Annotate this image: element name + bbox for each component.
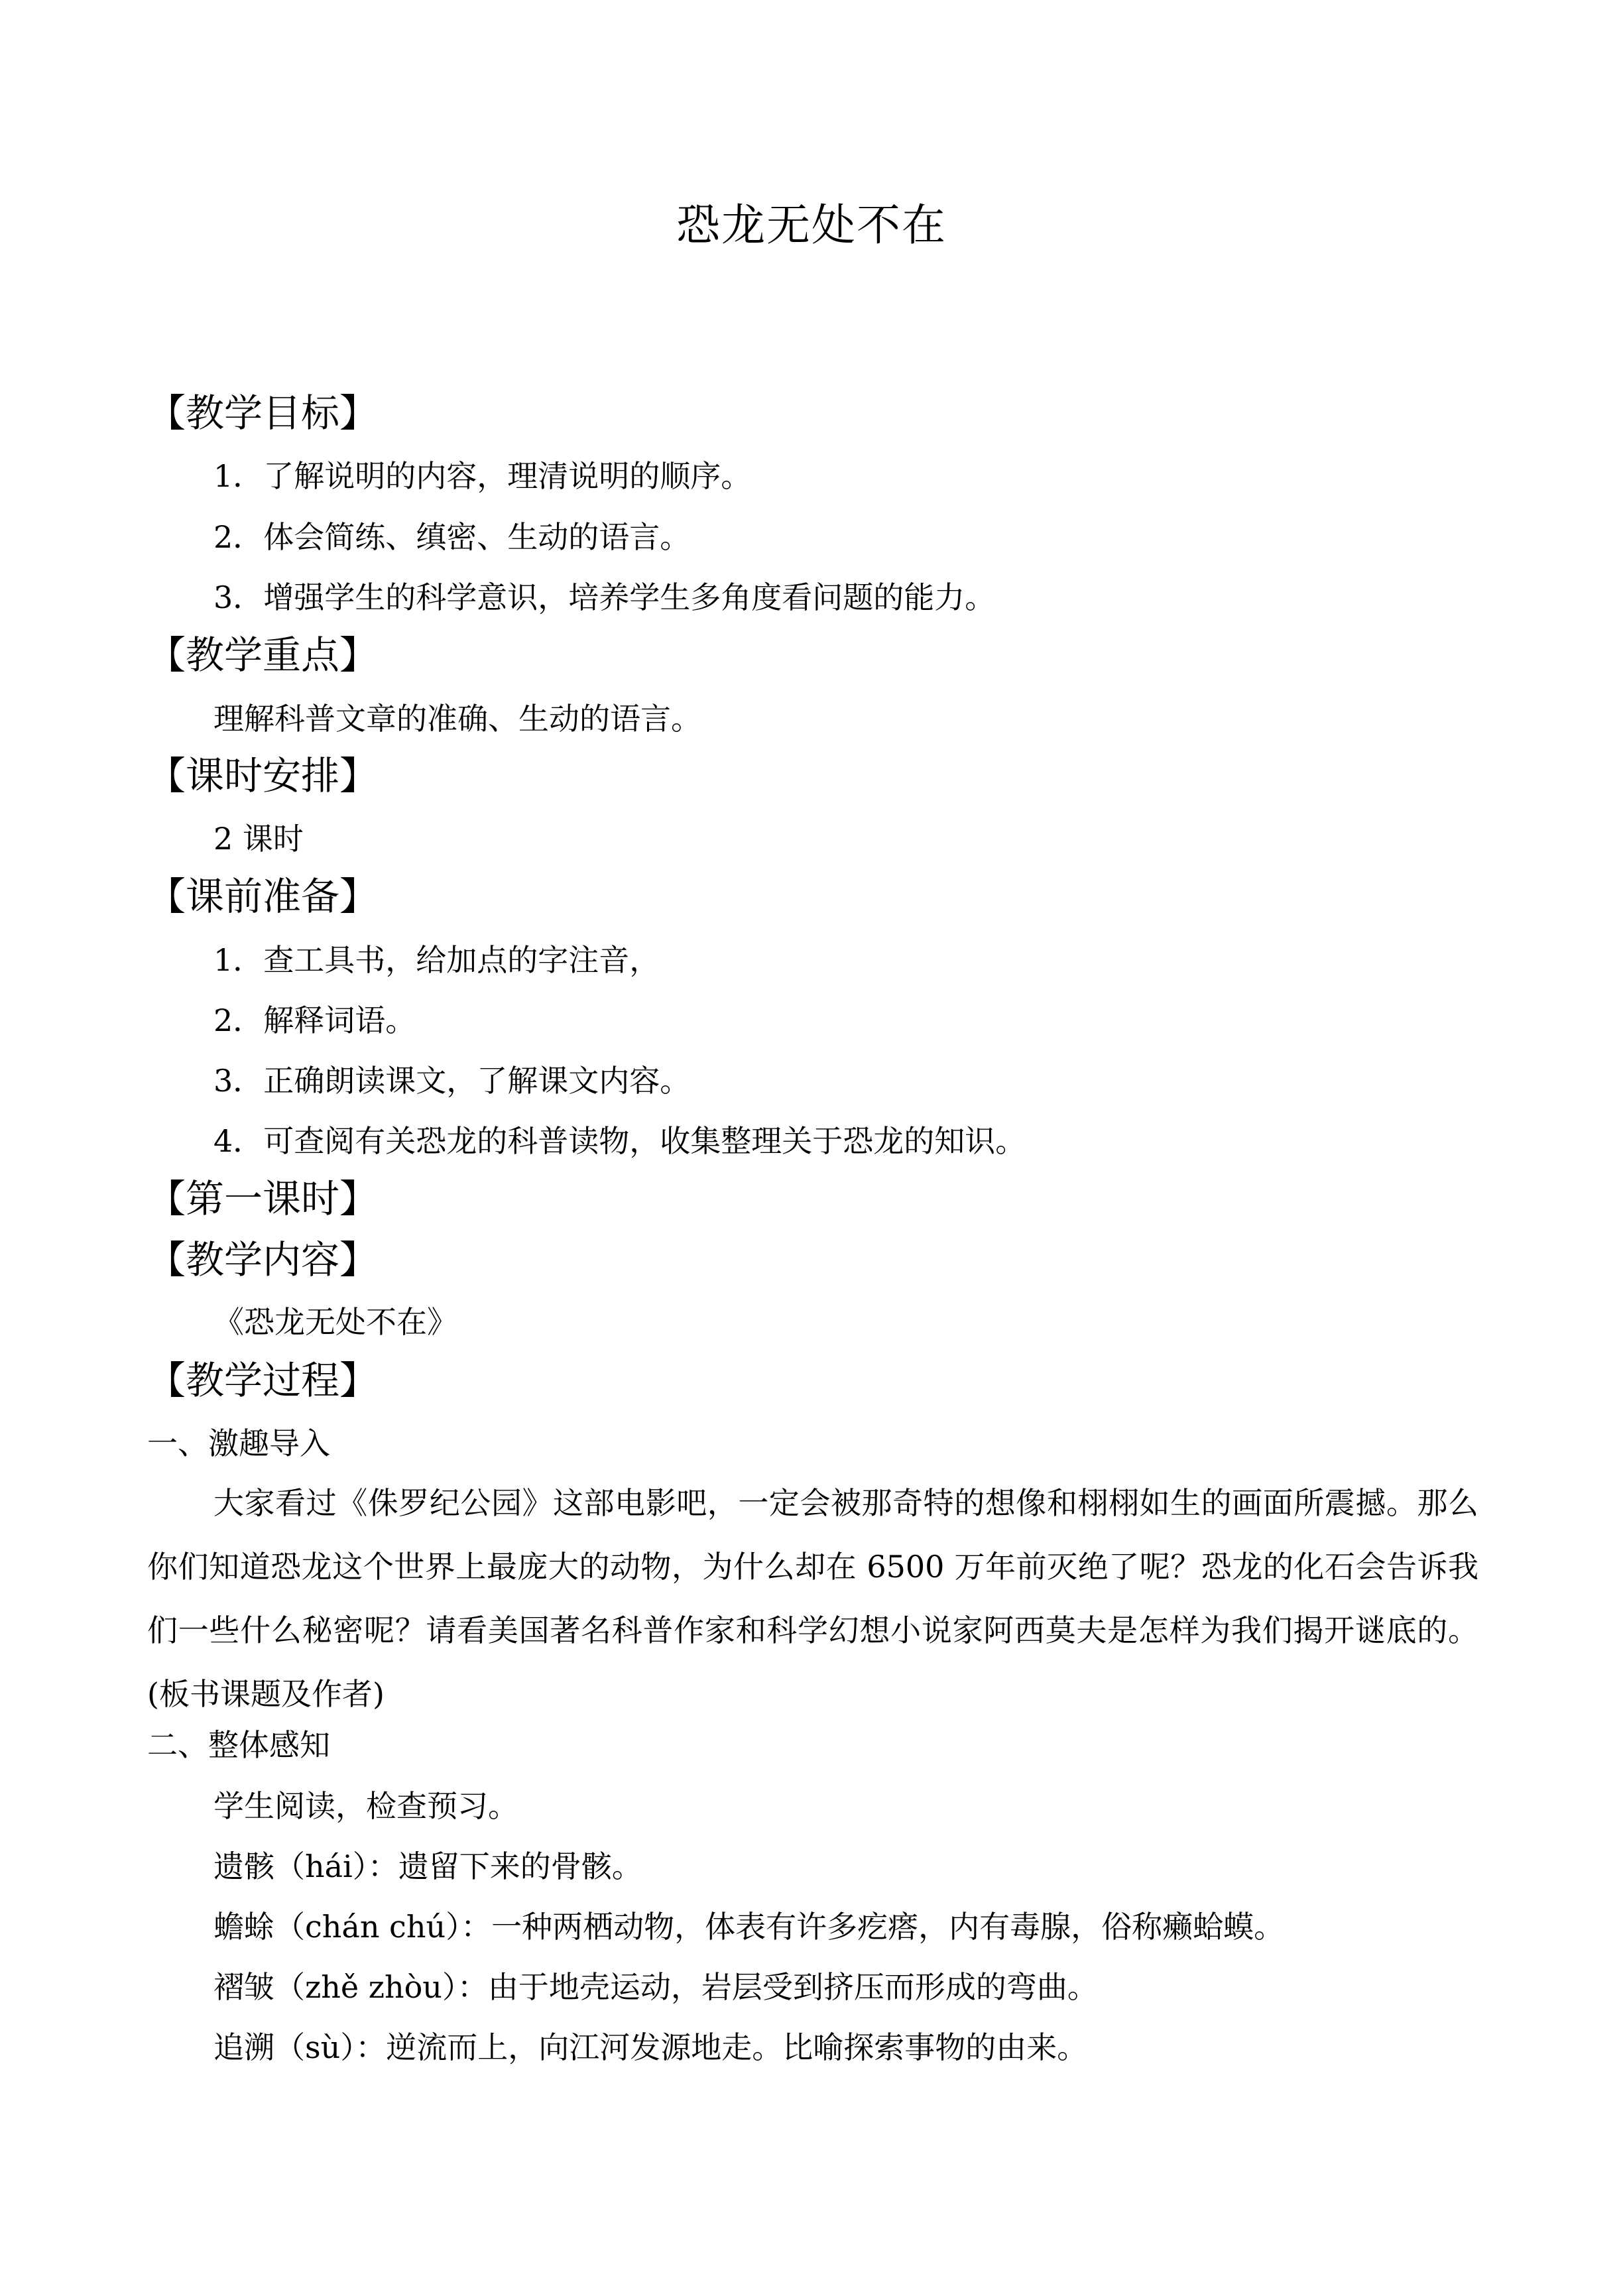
objective-item: 3．增强学生的科学意识，培养学生多角度看问题的能力。 xyxy=(213,579,996,615)
heading-preparation: 【课前准备】 xyxy=(147,874,379,919)
key-points-text: 理解科普文章的准确、生动的语言。 xyxy=(213,701,701,737)
preparation-item: 3．正确朗读课文，了解课文内容。 xyxy=(213,1063,691,1099)
step1-title: 一、激趣导入 xyxy=(147,1425,330,1461)
schedule-text: 2 课时 xyxy=(213,821,304,857)
page-title: 恐龙无处不在 xyxy=(676,200,947,251)
content-text: 《恐龙无处不在》 xyxy=(213,1304,457,1340)
vocab-item: 蟾蜍（chán chú）：一种两栖动物，体表有许多疙瘩，内有毒腺，俗称癞蛤蟆。 xyxy=(213,1909,1285,1945)
heading-schedule: 【课时安排】 xyxy=(147,753,379,798)
heading-first-lesson: 【第一课时】 xyxy=(147,1176,379,1221)
step2-intro: 学生阅读，检查预习。 xyxy=(213,1788,518,1824)
heading-content: 【教学内容】 xyxy=(147,1237,379,1282)
objective-item: 1．了解说明的内容，理清说明的顺序。 xyxy=(213,458,752,494)
preparation-item: 4．可查阅有关恐龙的科普读物，收集整理关于恐龙的知识。 xyxy=(213,1123,1026,1159)
step2-title: 二、整体感知 xyxy=(147,1727,330,1763)
vocab-item: 遗骸（hái）：遗留下来的骨骸。 xyxy=(213,1848,642,1884)
step1-paragraph: 大家看过《侏罗纪公园》这部电影吧，一定会被那奇特的想像和栩栩如生的画面所震撼。那么你们知道恐龙这个世界上最庞大的动物，为什么却在 6500 万年前灭绝了呢？恐龙的化石会告诉我们一些什么秘密呢？请看美国著名科普作家和科学幻想小说家阿西莫夫是怎样为我们揭开谜底的。(板书课题及作者) xyxy=(147,1485,1478,1712)
vocab-item: 追溯（sù）：逆流而上，向江河发源地走。比喻探索事物的由来。 xyxy=(213,2029,1088,2065)
heading-process: 【教学过程】 xyxy=(147,1358,379,1403)
preparation-item: 2．解释词语。 xyxy=(213,1002,416,1038)
vocab-item: 褶皱（zhě zhòu）：由于地壳运动，岩层受到挤压而形成的弯曲。 xyxy=(213,1969,1098,2005)
heading-key-points: 【教学重点】 xyxy=(147,633,379,678)
objective-item: 2．体会简练、缜密、生动的语言。 xyxy=(213,519,691,555)
heading-objectives: 【教学目标】 xyxy=(147,391,379,436)
preparation-item: 1．查工具书，给加点的字注音， xyxy=(213,942,660,978)
